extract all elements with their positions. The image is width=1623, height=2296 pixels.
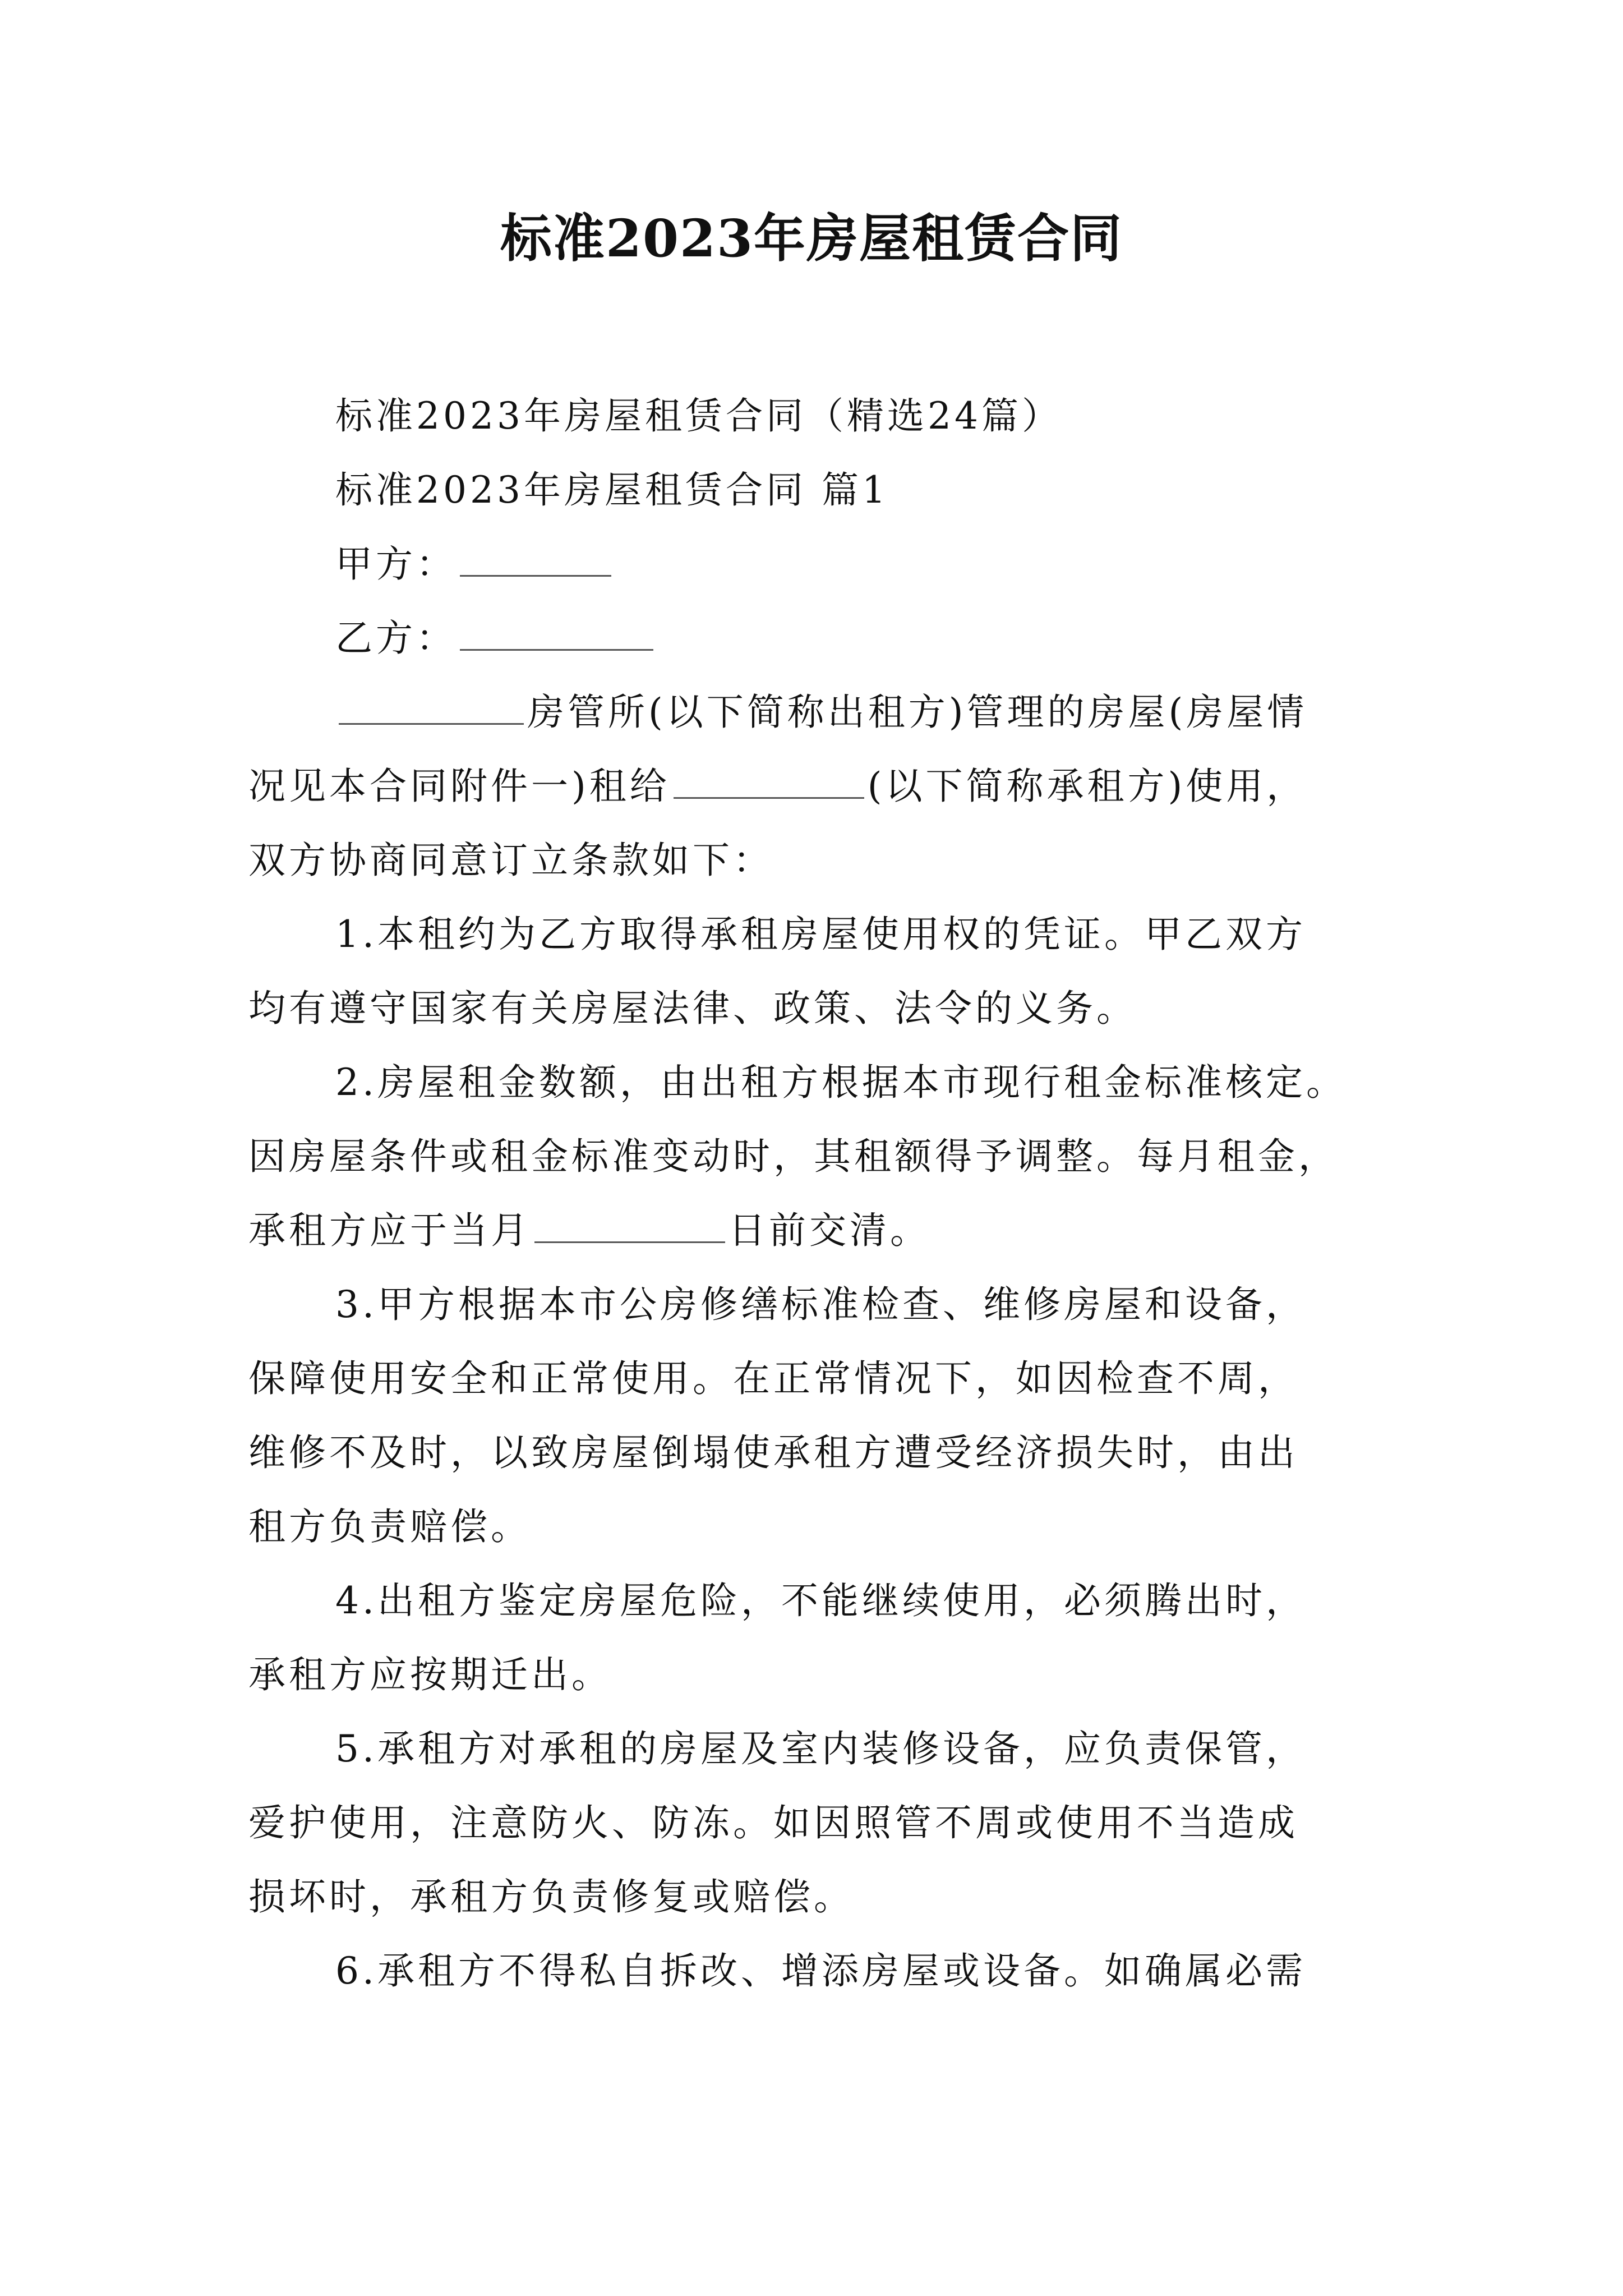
paragraph-text: (以下简称承租方)使用， xyxy=(867,765,1307,808)
clause-6-line: 6.承租方不得私自拆改、增添房屋或设备。如确属必需 xyxy=(335,1949,1306,1993)
party-a-line xyxy=(335,536,615,592)
paragraph-line xyxy=(248,1203,930,1259)
paragraph-line: 承租方应按期迁出。 xyxy=(248,1653,612,1696)
party-b-blank xyxy=(460,614,653,651)
party-a-blank xyxy=(460,540,611,577)
party-a-label: 甲方： xyxy=(335,542,457,586)
subtitle-part-1: 标准2023年房屋租赁合同 篇1 xyxy=(335,468,889,512)
office-blank xyxy=(339,688,524,725)
clause-5-line: 5.承租方对承租的房屋及室内装修设备，应负责保管， xyxy=(335,1727,1306,1770)
paragraph-text: 承租方应于当月 xyxy=(248,1209,531,1252)
paragraph-line: 保障使用安全和正常使用。在正常情况下，如因检查不周， xyxy=(248,1357,1298,1400)
paragraph-line: 维修不及时，以致房屋倒塌使承租方遭受经济损失时，由出 xyxy=(248,1431,1298,1474)
tenant-blank xyxy=(674,762,864,799)
paragraph-line: 爱护使用，注意防火、防冻。如因照管不周或使用不当造成 xyxy=(248,1801,1298,1844)
party-b-line xyxy=(335,610,657,666)
paragraph-line: 因房屋条件或租金标准变动时，其租额得予调整。每月租金， xyxy=(248,1135,1339,1178)
paragraph-text: 房管所(以下简称出租方)管理的房屋(房屋情 xyxy=(527,691,1308,734)
document-title: 标准2023年房屋租赁合同 xyxy=(500,208,1123,269)
paragraph-line: 均有遵守国家有关房屋法律、政策、法令的义务。 xyxy=(248,987,1137,1030)
paragraph-line: 双方协商同意订立条款如下： xyxy=(248,839,773,882)
clause-1-line: 1.本租约为乙方取得承租房屋使用权的凭证。甲乙双方 xyxy=(335,913,1306,956)
paragraph-line: 损坏时，承租方负责修复或赔偿。 xyxy=(248,1875,854,1918)
clause-4-line: 4.出租方鉴定房屋危险，不能继续使用，必须腾出时， xyxy=(335,1579,1306,1622)
paragraph-text: 况见本合同附件一)租给 xyxy=(248,765,670,808)
clause-2-line: 2.房屋租金数额，由出租方根据本市现行租金标准核定。 xyxy=(335,1061,1347,1104)
paragraph-line xyxy=(248,758,1307,815)
due-day-blank xyxy=(534,1207,725,1243)
paragraph-line xyxy=(335,684,1307,740)
paragraph-line: 租方负责赔偿。 xyxy=(248,1505,531,1548)
clause-3-line: 3.甲方根据本市公房修缮标准检查、维修房屋和设备， xyxy=(335,1283,1306,1326)
paragraph-text: 日前交清。 xyxy=(728,1209,930,1252)
subtitle-collection: 标准2023年房屋租赁合同（精选24篇） xyxy=(335,394,1062,438)
party-b-label: 乙方： xyxy=(335,616,457,660)
